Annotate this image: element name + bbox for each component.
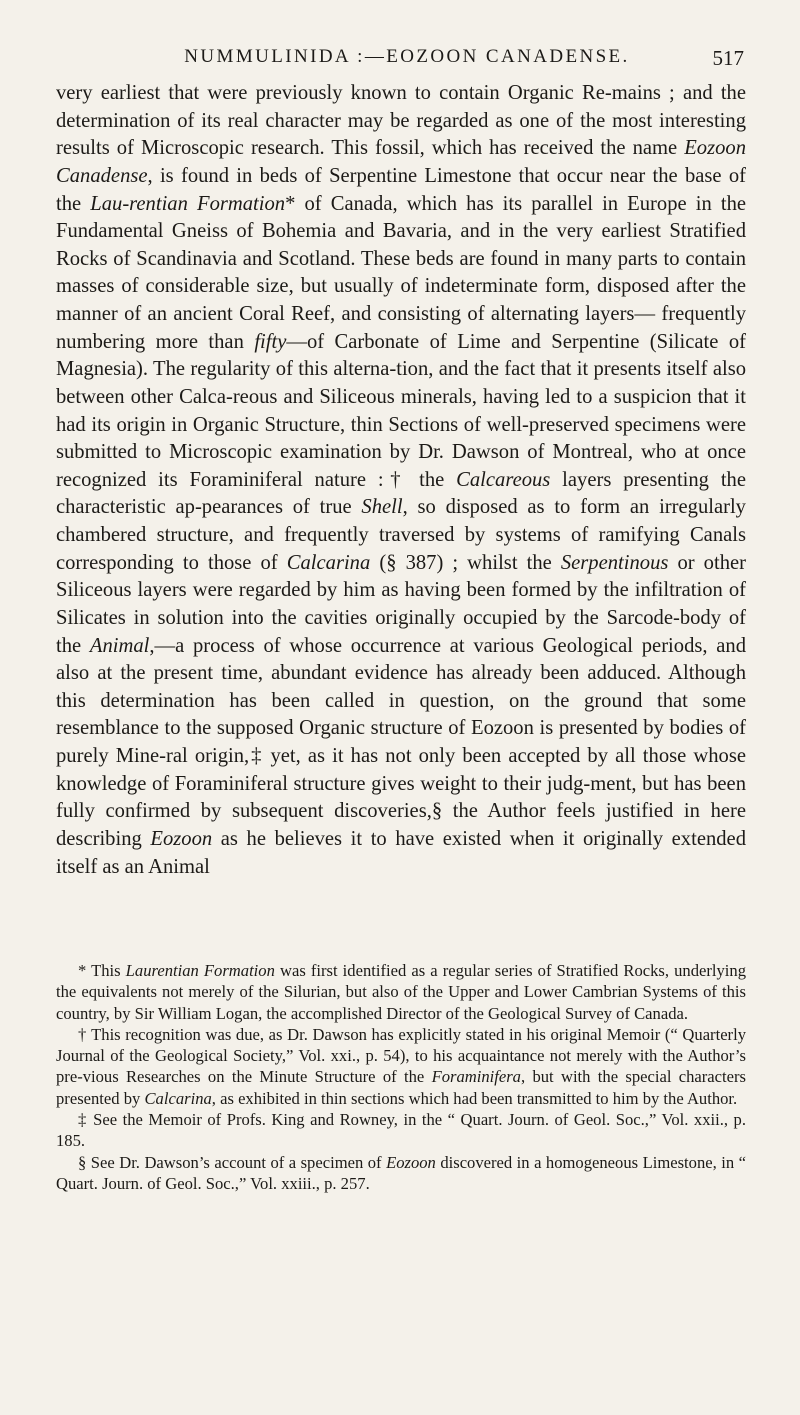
text-run: —of Carbonate of Lime and Serpentine (Silicate of Magnesia). The regularity of this alterna-tion, and the fact that it presents itself also between other Calca-reous and Siliceous minerals, having led to a suspicion that it had its origin in Organic Structure, thin Sections of well-preserved specimens were submitted to Microscopic examination by Dr. Dawson of Montreal, who at once recognized its Foraminiferal nature :† the [56,330,746,491]
text-run: was first identified as a regular series of Stratified Rocks, underlying the equivalents not merely of the Silurian, but also of the Upper and Lower Cambrian Systems of this country, by Sir William Logan, the accomplished Director of the Geological Survey of Canada. [56,961,746,1023]
body-paragraph [56,80,746,881]
text-run: § See Dr. Dawson’s account of a specimen of [78,1152,387,1172]
footnote-1 [56,960,746,1024]
text-run: discovered in a homogeneous Limestone, in “ Quart. Journ. of Geol. Soc.,” Vol. xxiii., p. 257. [56,1152,747,1193]
italic-term: Lau-rentian Formation [90,192,286,215]
running-head [70,46,744,70]
text-run: , is found in beds of Serpentine Limestone that occur near the base of the [56,164,746,215]
running-title: NUMMULINIDA :—EOZOON CANADENSE. [184,46,630,67]
italic-term: Foraminifera [431,1067,521,1087]
italic-term: Laurentian Formation [125,961,275,980]
italic-term: Eozoon [386,1152,436,1172]
page-number: 517 [712,46,744,70]
italic-term: Calcarina [144,1088,212,1108]
text-run: ,—a process of whose occurrence at various Geological periods, and also at the present time, abundant evidence has already been adduced. Although this determination has been called in question, on the ground that some resemblance to the supposed Organic structure of Eozoon is presented by bodies of purely Mine-ral origin,‡ yet, as it has not only been accepted by all those whose knowledge of Foraminiferal structure gives weight to their judg-ment, but has been fully confirmed by subsequent discoveries,§ the Author feels justified in here describing [56,634,746,850]
italic-term: Shell [361,496,403,519]
footnote-4 [56,1152,746,1195]
italic-term: Serpentinous [560,551,669,574]
text-run: ‡ See the Memoir of Profs. King and Rowney, in the “ Quart. Journ. of Geol. Soc.,” Vol. xxii., p. 185. [56,1110,746,1151]
text-run: or other Siliceous layers were regarded by him as having been formed by the infiltration of Silicates in solution into the cavities originally occupied by the Sarcode-body of the [56,551,746,657]
italic-term: Calcarina [286,551,371,574]
italic-term: Animal [89,634,150,657]
text-run: very earliest that were previously known to contain Organic Re-mains ; and the determination of its real character may be regarded as one of the most interesting results of Microscopic research. This fossil, which has received the name [56,82,746,160]
text-run: (§ 387) ; whilst the [370,551,561,574]
footnote-2 [56,1024,746,1109]
text-run: layers presenting the characteristic ap-pearances of true [56,468,746,519]
footnotes [56,960,746,1194]
italic-term: Eozoon [150,827,213,850]
italic-term: Calcareous [456,468,551,491]
text-run: , as exhibited in thin sections which had been transmitted to him by the Author. [211,1088,738,1108]
text-run: , but with the special characters presented by [56,1067,746,1108]
text-run: as he believes it to have existed when it originally extended itself as an Animal [56,827,746,878]
text-run: † This recognition was due, as Dr. Dawson has explicitly stated in his original Memoir (“ Quarterly Journal of the Geological Society,” Vol. xxi., p. 54), to his acquaintance not merely with the Author’s pre-vious Researches on the Minute Structure of the [56,1024,746,1087]
italic-term: Eozoon Canadense [56,137,746,187]
text-run: * of Canada, which has its parallel in Europe in the Fundamental Gneiss of Bohemia and Bavaria, and in the very earliest Stratified Rocks of Scandinavia and Scotland. These beds are found in many parts to contain masses of considerable size, but usually of indeterminate form, disposed after the manner of an ancient Coral Reef, and consisting of alternating layers— frequently numbering more than [56,192,747,353]
body-text [56,80,746,881]
italic-term: fifty [254,330,287,353]
footnote-3 [56,1109,746,1152]
text-run: , so disposed as to form an irregularly chambered structure, and frequently traversed by systems of ramifying Canals corresponding to those of [56,496,746,574]
text-run: * This [78,961,126,980]
